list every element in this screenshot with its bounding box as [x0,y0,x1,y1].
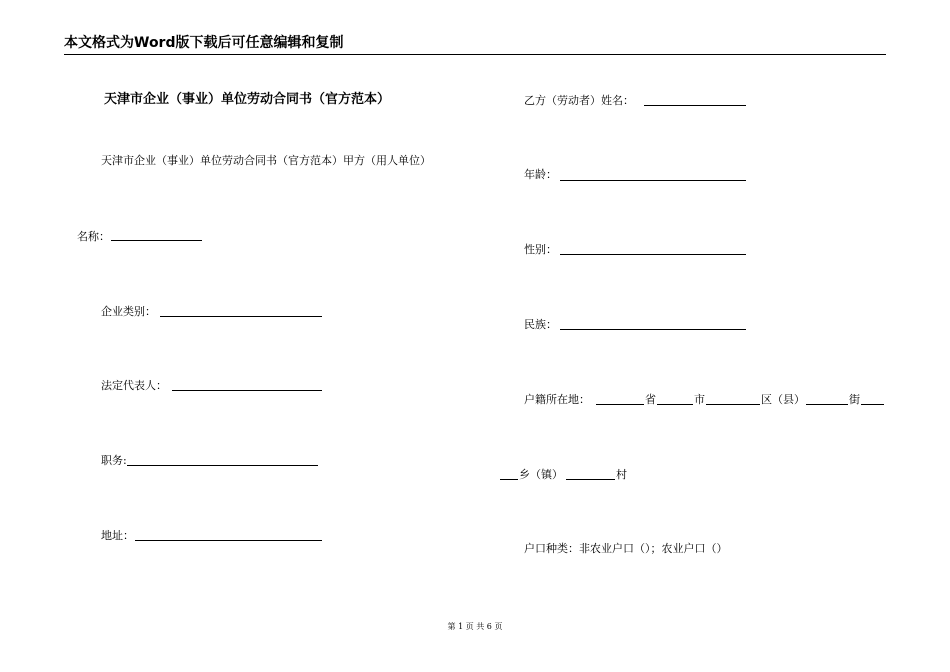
street-tail-blank [861,404,884,405]
intro-text: 天津市企业（事业）单位劳动合同书（官方范本）甲方（用人单位） [101,154,431,167]
city-label: 市 [694,393,705,406]
document-title: 天津市企业（事业）单位劳动合同书（官方范本） [104,92,391,107]
household-label: 户籍所在地： [524,393,590,406]
street-blank [806,404,848,405]
gender-blank [560,254,746,255]
household-type: 户口种类：非农业户口（）；农业户口（） [524,542,728,555]
address-label: 地址： [101,529,134,542]
legal-rep-blank [172,390,322,391]
page-header [64,34,886,55]
party-b-name-label: 乙方（劳动者）姓名： [524,94,634,107]
position-label: 职务: [101,454,127,467]
header-text: 本文格式为Word版下载后可任意编辑和复制 [64,35,344,51]
age-label: 年龄： [524,168,557,181]
name-blank [111,240,202,241]
name-label: 名称： [77,230,110,243]
party-b-name-blank [644,105,746,106]
province-blank [596,404,644,405]
township-label: 乡（镇） [519,468,563,481]
position-blank [127,465,318,466]
city-blank [657,404,693,405]
province-label: 省 [645,393,656,406]
gender-label: 性别： [524,243,557,256]
address-blank [135,540,322,541]
age-blank [560,180,746,181]
page-footer: 第 1 页 共 6 页 [447,622,503,631]
legal-rep-label: 法定代表人： [101,379,167,392]
township-blank [500,479,518,480]
category-blank [160,316,322,317]
district-label: 区（县） [761,393,805,406]
ethnicity-label: 民族： [524,318,557,331]
ethnicity-blank [560,329,746,330]
category-label: 企业类别： [101,305,156,318]
street-label: 街 [849,393,860,406]
village-blank [566,479,615,480]
district-blank [706,404,760,405]
village-label: 村 [616,468,627,481]
